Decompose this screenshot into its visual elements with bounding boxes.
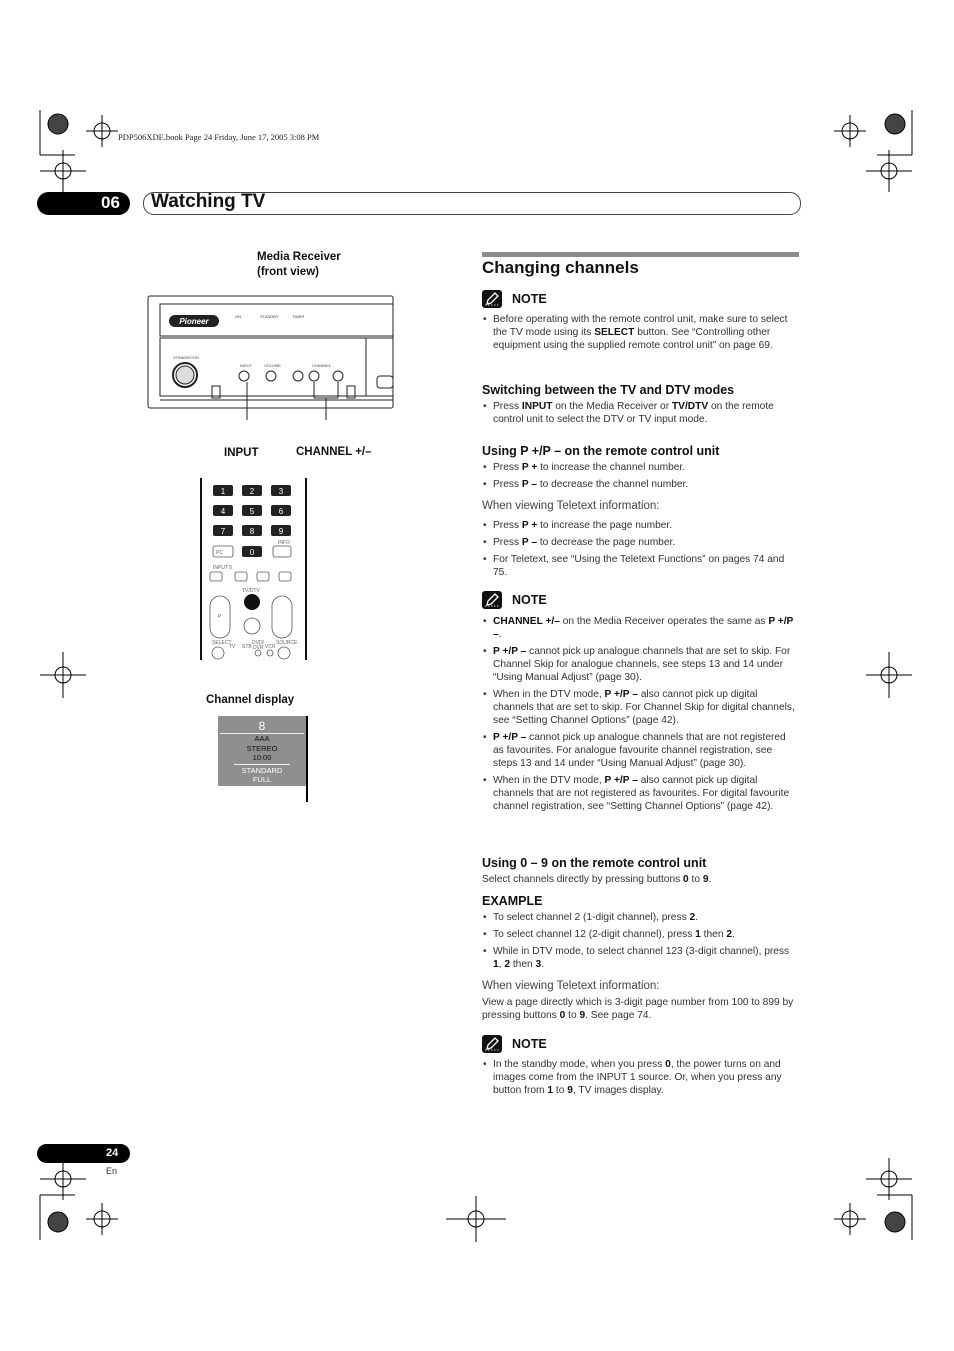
svg-text:ON: ON bbox=[235, 314, 241, 319]
book-info: PDP506XDE.book Page 24 Friday, June 17, 2005 3:08 PM bbox=[118, 132, 320, 142]
chapter-title: Watching TV bbox=[151, 191, 266, 212]
page-language: En bbox=[106, 1166, 118, 1176]
list-item: • Press P – to decrease the page number. bbox=[482, 536, 799, 549]
section-bar bbox=[482, 252, 799, 257]
p-list bbox=[482, 461, 799, 495]
teletext-subheading-1: When viewing Teletext information: bbox=[482, 500, 660, 512]
svg-text:TV/DTV: TV/DTV bbox=[242, 588, 260, 594]
heading-using-0-9: Using 0 – 9 on the remote control unit bbox=[482, 856, 707, 870]
svg-text:5: 5 bbox=[249, 507, 255, 516]
svg-text:STANDBY: STANDBY bbox=[260, 314, 279, 319]
svg-text:STANDBY/ON: STANDBY/ON bbox=[173, 355, 199, 360]
example-list bbox=[482, 911, 799, 975]
display-station: AAA bbox=[254, 734, 270, 743]
list-item: • While in DTV mode, to select channel 123 (3-digit channel), press 1, 2 then 3. bbox=[482, 945, 799, 971]
note-list-1 bbox=[482, 313, 799, 356]
svg-text:SELECT: SELECT bbox=[212, 640, 232, 646]
note-heading-1: NOTE bbox=[482, 290, 799, 310]
switch-list bbox=[482, 400, 799, 430]
heading-switch-modes: Switching between the TV and DTV modes bbox=[482, 383, 735, 397]
media-receiver-label: Media Receiver bbox=[257, 251, 341, 263]
channel-display-label: Channel display bbox=[206, 694, 295, 706]
section-title: Changing channels bbox=[482, 258, 639, 277]
heading-using-p: Using P +/P – on the remote control unit bbox=[482, 444, 720, 458]
note-heading-3: NOTE bbox=[482, 1035, 799, 1055]
svg-text:SOURCE: SOURCE bbox=[276, 640, 298, 646]
list-item: • Press P + to increase the page number. bbox=[482, 519, 799, 532]
svg-text:DVR: DVR bbox=[253, 645, 264, 651]
svg-text:P: P bbox=[218, 614, 222, 620]
svg-text:PC: PC bbox=[216, 550, 223, 556]
display-time: 10:00 bbox=[252, 753, 272, 762]
remote-control-illustration bbox=[198, 476, 310, 662]
note-item: • CHANNEL +/– on the Media Receiver operates the same as P +/P –. bbox=[482, 615, 799, 641]
pencil-icon bbox=[482, 591, 502, 609]
svg-text:8: 8 bbox=[249, 527, 255, 536]
svg-text:1: 1 bbox=[220, 487, 226, 496]
display-channel-number: 8 bbox=[258, 719, 266, 733]
svg-text:3: 3 bbox=[278, 487, 284, 496]
svg-text:TIMER: TIMER bbox=[292, 314, 305, 319]
pencil-icon bbox=[482, 1035, 502, 1053]
note-item: • P +/P – cannot pick up analogue channels that are not registered as favourites. For analogue favourite channel registration, see steps 13 and 14 under “Using Manual Adjust” (page 30). bbox=[482, 731, 799, 770]
display-picture-mode: STANDARD bbox=[241, 766, 283, 775]
svg-text:DVD/: DVD/ bbox=[252, 640, 264, 646]
channel-display-panel bbox=[218, 716, 306, 786]
list-item: • To select channel 12 (2-digit channel), press 1 then 2. bbox=[482, 928, 799, 941]
note-item: • When in the DTV mode, P +/P – also cannot pick up digital channels that are set to skip. For Channel Skip for digital channels, see “Setting Channel Options” (page 42). bbox=[482, 688, 799, 727]
media-receiver-illustration bbox=[140, 290, 400, 420]
list-item: • To select channel 2 (1-digit channel), press 2. bbox=[482, 911, 799, 924]
page-number: 24 bbox=[106, 1147, 119, 1159]
svg-text:4: 4 bbox=[220, 507, 226, 516]
display-divider-2 bbox=[234, 764, 290, 765]
svg-text:CHANNEL: CHANNEL bbox=[312, 363, 332, 368]
select-direct-text: Select channels directly by pressing buttons 0 to 9. bbox=[482, 874, 712, 885]
note-item: • Before operating with the remote control unit, make sure to select the TV mode using its SELECT button. See “Controlling other equipment using the supplied remote control unit” on page 69. bbox=[482, 313, 799, 352]
note-item: • P +/P – cannot pick up analogue channels that are set to skip. For Channel Skip for analogue channels, see steps 13 and 14 under “Using Manual Adjust” (page 30). bbox=[482, 645, 799, 684]
list-item: • For Teletext, see “Using the Teletext Functions” on pages 74 and 75. bbox=[482, 553, 799, 579]
list-item: • Press INPUT on the Media Receiver or TV/DTV on the remote control unit to select the DTV or TV input mode. bbox=[482, 400, 799, 426]
svg-text:VOLUME: VOLUME bbox=[264, 363, 281, 368]
svg-text:9: 9 bbox=[278, 527, 284, 536]
list-item: • Press P – to decrease the channel number. bbox=[482, 478, 799, 491]
note-item: • In the standby mode, when you press 0, the power turns on and images come from the INPUT 1 source. Or, when you press any button from 1 to 9, TV images display. bbox=[482, 1058, 799, 1097]
example-heading: EXAMPLE bbox=[482, 894, 543, 908]
brand-logo: Pioneer bbox=[179, 317, 209, 326]
front-view-label: (front view) bbox=[257, 266, 319, 278]
svg-text:7: 7 bbox=[220, 527, 226, 536]
teletext-subheading-2: When viewing Teletext information: bbox=[482, 980, 660, 992]
display-screen-size: FULL bbox=[252, 775, 272, 784]
svg-text:INPUT 5: INPUT 5 bbox=[213, 565, 233, 571]
note-item: • When in the DTV mode, P +/P – also cannot pick up digital channels that are not registered as favourites. For digital favourite channel registration, see “Setting Channel Options” (page 42). bbox=[482, 774, 799, 813]
svg-text:TV: TV bbox=[229, 644, 236, 650]
svg-text:STB: STB bbox=[242, 644, 252, 650]
teletext-view-text: View a page directly which is 3-digit page number from 100 to 899 by pressing buttons 0 to 9. See page 74. bbox=[482, 997, 794, 1021]
svg-text:2: 2 bbox=[249, 487, 255, 496]
note-heading-2: NOTE bbox=[482, 591, 799, 611]
display-audio: STEREO bbox=[246, 743, 278, 753]
svg-text:0: 0 bbox=[249, 548, 255, 557]
note-list-3 bbox=[482, 1058, 799, 1101]
chapter-number: 06 bbox=[101, 193, 120, 212]
teletext-list-1 bbox=[482, 519, 799, 583]
list-item: • Press P + to increase the channel number. bbox=[482, 461, 799, 474]
channel-callout: CHANNEL +/– bbox=[296, 446, 372, 458]
pencil-icon bbox=[482, 290, 502, 308]
svg-text:INPUT: INPUT bbox=[240, 363, 252, 368]
input-callout: INPUT bbox=[224, 447, 259, 459]
display-right-border bbox=[306, 716, 308, 802]
note-list-2 bbox=[482, 615, 799, 817]
svg-text:6: 6 bbox=[278, 507, 284, 516]
svg-text:VCR: VCR bbox=[265, 644, 276, 650]
svg-text:INFO: INFO bbox=[278, 540, 290, 546]
